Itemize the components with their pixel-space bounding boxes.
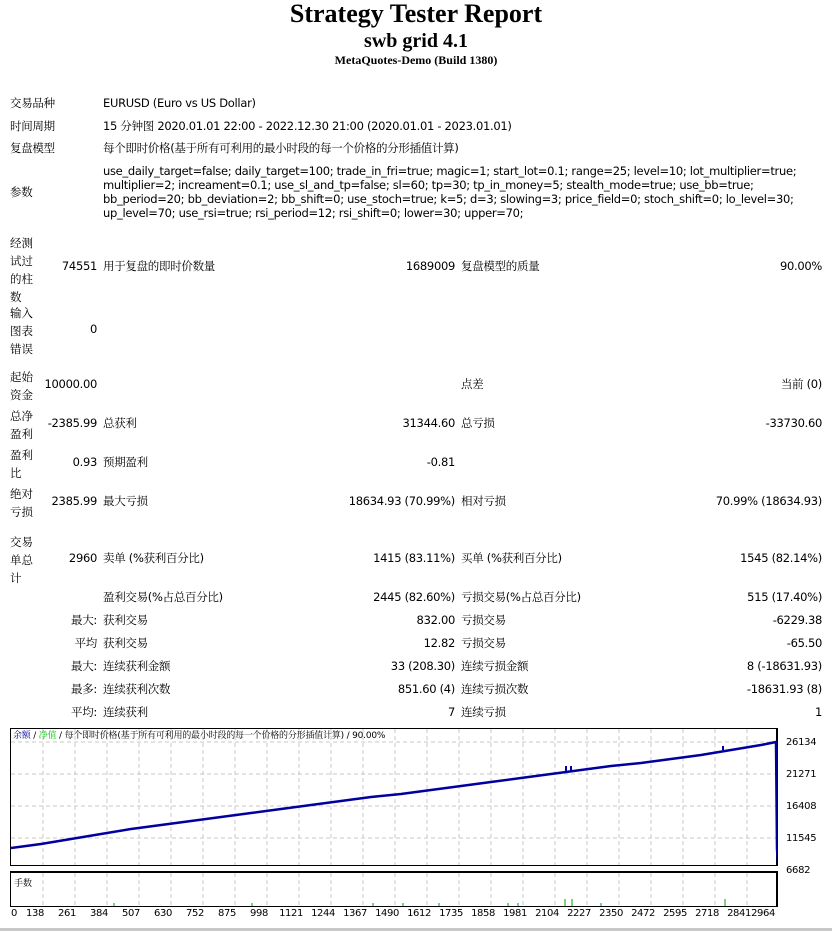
avg-consec-wins-label: 连续获利	[103, 705, 148, 719]
largest-loss-label: 亏损交易	[461, 613, 506, 627]
x-tick: 1612	[407, 908, 431, 919]
max-consec-wins-label: 连续获利金额	[103, 659, 171, 673]
abs-drawdown-label: 绝对亏损	[10, 487, 33, 519]
x-tick: 384	[90, 908, 108, 919]
maximal-consec-loss-label: 连续亏损次数	[461, 682, 529, 696]
balance-chart	[10, 728, 778, 866]
x-tick: 630	[154, 908, 172, 919]
maximal-prefix: 最多:	[71, 682, 97, 696]
max-consec-prefix: 最大:	[71, 659, 97, 673]
rel-drawdown-label: 相对亏损	[461, 494, 506, 508]
x-tick: 875	[218, 908, 236, 919]
lots-chart	[10, 872, 778, 907]
avg-consec-wins-value: 7	[447, 705, 455, 719]
maximal-consec-profit-value: 851.60 (4)	[397, 682, 455, 696]
profit-factor-label: 盈利比	[10, 448, 33, 480]
legend-balance: 余额	[13, 731, 31, 741]
y-tick: 6682	[786, 865, 811, 876]
loss-trades-value: 515 (17.40%)	[747, 590, 822, 604]
x-tick: 1981	[503, 908, 527, 919]
legend-description: / 每个即时价格(基于所有可利用的最小时段的每一个价格的分形插值计算) / 90.00%	[56, 731, 386, 741]
y-tick: 26134	[786, 737, 817, 748]
average-prefix: 平均	[74, 636, 97, 650]
expected-payoff-value: -0.81	[426, 455, 455, 469]
x-tick: 2595	[663, 908, 687, 919]
lots-label: 手数	[14, 879, 33, 889]
errors-value: 0	[89, 322, 97, 336]
average-profit-label: 获利交易	[103, 636, 148, 650]
expert-name: swb grid 4.1	[364, 30, 468, 52]
server-name: MetaQuotes-Demo (Build 1380)	[334, 53, 498, 67]
x-tick: 507	[122, 908, 140, 919]
total-trades-value: 2960	[68, 551, 97, 565]
y-tick: 21271	[786, 769, 817, 780]
legend-equity: 净值	[38, 731, 57, 741]
period-label: 时间周期	[10, 119, 55, 133]
x-tick: 752	[186, 908, 204, 919]
symbol-value: EURUSD (Euro vs US Dollar)	[103, 96, 256, 110]
bars-label: 经测试过的柱数	[10, 236, 33, 304]
maximal-consec-profit-label: 连续获利次数	[103, 682, 171, 696]
quality-value: 90.00%	[779, 259, 822, 273]
net-profit-label: 总净盈利	[10, 409, 33, 441]
x-tick: 1858	[471, 908, 495, 919]
chart-legend	[13, 731, 385, 741]
symbol-label: 交易品种	[10, 96, 55, 110]
abs-drawdown-value: 2385.99	[51, 494, 97, 508]
loss-trades-label: 亏损交易(%占总百分比)	[461, 590, 581, 604]
y-tick: 16408	[786, 801, 817, 812]
x-tick: 138	[26, 908, 44, 919]
rel-drawdown-value: 70.99% (18634.93)	[715, 494, 822, 508]
model-label: 复盘模型	[10, 141, 55, 155]
x-tick: 0	[11, 908, 17, 919]
gross-loss-value: -33730.60	[765, 416, 822, 430]
profit-trades-label: 盈利交易(%占总百分比)	[103, 590, 223, 604]
average-profit-value: 12.82	[423, 636, 455, 650]
x-tick: 2227	[567, 908, 591, 919]
gross-loss-label: 总亏损	[461, 416, 495, 430]
x-tick: 2472	[631, 908, 655, 919]
profit-trades-value: 2445 (82.60%)	[373, 590, 455, 604]
largest-prefix: 最大:	[71, 613, 97, 627]
ticks-label: 用于复盘的即时价数量	[103, 259, 215, 273]
average-loss-label: 亏损交易	[461, 636, 506, 650]
x-tick: 1244	[311, 908, 335, 919]
gross-profit-value: 31344.60	[402, 416, 455, 430]
short-positions-value: 1415 (83.11%)	[373, 551, 455, 565]
max-consec-losses-value: 8 (-18631.93)	[746, 659, 822, 673]
largest-profit-label: 获利交易	[103, 613, 148, 627]
short-positions-label: 卖单 (%获利百分比)	[103, 551, 204, 565]
x-tick: 261	[58, 908, 76, 919]
x-tick: 1121	[279, 908, 303, 919]
lots-chart-plot	[11, 873, 777, 906]
net-profit-value: -2385.99	[47, 416, 97, 430]
gross-profit-label: 总获利	[103, 416, 137, 430]
long-positions-label: 买单 (%获利百分比)	[461, 551, 562, 565]
model-value: 每个即时价格(基于所有可利用的最小时段的每一个价格的分形插值计算)	[103, 141, 459, 155]
errors-label: 输入图表错误	[10, 306, 33, 356]
avg-consec-losses-label: 连续亏损	[461, 705, 506, 719]
total-trades-label: 交易单总计	[10, 535, 33, 585]
legend-separator: /	[30, 731, 39, 741]
expected-payoff-label: 预期盈利	[103, 455, 148, 469]
max-drawdown-label: 最大亏损	[103, 494, 148, 508]
largest-profit-value: 832.00	[416, 613, 455, 627]
x-tick: 1735	[439, 908, 463, 919]
y-tick: 11545	[786, 833, 817, 844]
balance-line	[11, 742, 777, 863]
x-tick: 1490	[375, 908, 399, 919]
x-tick: 998	[250, 908, 268, 919]
long-positions-value: 1545 (82.14%)	[740, 551, 822, 565]
x-tick: 2964	[751, 908, 775, 919]
quality-label: 复盘模型的质量	[461, 259, 540, 273]
profit-factor-value: 0.93	[72, 455, 97, 469]
x-tick: 2104	[535, 908, 559, 919]
deposit-value: 10000.00	[44, 377, 97, 391]
params-label: 参数	[10, 185, 33, 199]
x-tick: 2718	[695, 908, 719, 919]
x-tick: 2350	[599, 908, 623, 919]
period-value: 15 分钟图 2020.01.01 22:00 - 2022.12.30 21:00 (2020.01.01 - 2023.01.01)	[103, 119, 512, 133]
balance-chart-plot	[11, 729, 777, 865]
avg-consec-prefix: 平均:	[71, 705, 97, 719]
x-tick: 2841	[727, 908, 751, 919]
ticks-value: 1689009	[405, 259, 455, 273]
x-tick: 1367	[343, 908, 367, 919]
average-loss-value: -65.50	[786, 636, 822, 650]
avg-consec-losses-value: 1	[814, 705, 822, 719]
largest-loss-value: -6229.38	[772, 613, 822, 627]
max-consec-losses-label: 连续亏损金额	[461, 659, 529, 673]
deposit-label: 起始资金	[10, 370, 33, 402]
spread-value: 当前 (0)	[780, 377, 822, 391]
max-consec-wins-value: 33 (208.30)	[390, 659, 455, 673]
max-drawdown-value: 18634.93 (70.99%)	[348, 494, 455, 508]
spread-label: 点差	[461, 377, 484, 391]
bars-value: 74551	[61, 259, 97, 273]
report-title: Strategy Tester Report	[289, 0, 543, 28]
params-value: use_daily_target=false; daily_target=100; trade_in_fri=true; magic=1; start_lot=0.1; range=25; level=10; lot_multiplier=true; multiplier=2; increament=0.1; use_sl_and_tp=false; sl=60; tp=30; tp_in_money=5; stealth_mode=true; use_bb=true; bb_period=20; bb_deviation=2; bb_shift=0; use_stoch=true; k=5; d=3; slowing=3; price_field=0; stoch_shift=0; lo_level=30; up_level=70; use_rsi=true; rsi_period=12; rsi_shift=0; lower=30; upper=70;	[103, 164, 797, 220]
maximal-consec-loss-value: -18631.93 (8)	[746, 682, 822, 696]
